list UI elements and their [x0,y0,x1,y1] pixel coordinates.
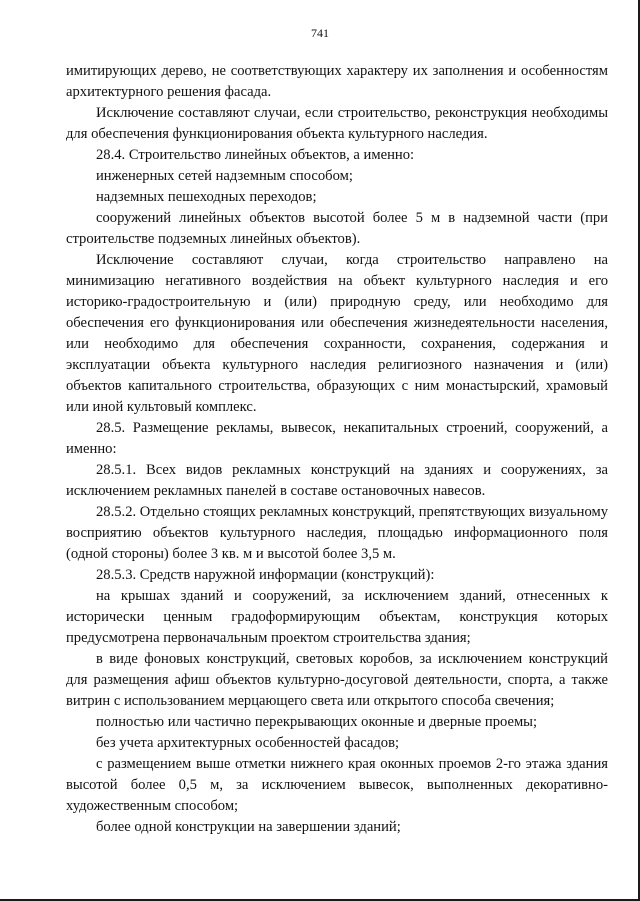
paragraph: инженерных сетей надземным способом; [96,168,353,184]
paragraph: имитирующих дерево, не соответствующих характеру их заполнения и особенностям архитектурного решения фасада. [66,63,608,100]
paragraph: на крышах зданий и сооружений, за исключением зданий, отнесенных к исторически ценным градоформирующим объектам, конструкция которых предусмотрена первоначальным проектом строительства здания; [66,588,608,646]
paragraph: Исключение составляют случаи, если строительство, реконструкция необходимы для обеспечения функционирования объекта культурного наследия. [66,105,608,142]
paragraph: с размещением выше отметки нижнего края оконных проемов 2-го этажа здания высотой более 0,5 м, за исключением вывесок, выполненных декоративно-художественным способом; [66,756,608,814]
paragraph: 28.4. Строительство линейных объектов, а именно: [96,147,415,163]
paragraph: 28.5.3. Средств наружной информации (конструкций): [96,567,435,583]
paragraph: полностью или частично перекрывающих оконные и дверные проемы; [96,714,538,730]
paragraph: надземных пешеходных переходов; [96,189,317,205]
paragraph: 28.5.1. Всех видов рекламных конструкций на зданиях и сооружениях, за исключением рекламных панелей в составе остановочных навесов. [66,462,608,499]
paragraph: Исключение составляют случаи, когда строительство направлено на минимизацию негативного воздействия на объект культурного наследия и его историко-градостроительную и (или) природную среду, или необходимо для обеспечения его функционирования или обеспечения жизнедеятельности населения, или необходимо для обеспечения сохранности, сохранения, содержания и эксплуатации объекта культурного наследия религиозного назначения и (или) объектов капитального строительства, образующих с ним монастырский, храмовый или иной культовый комплекс. [66,252,608,415]
document-body [66,61,608,838]
paragraph: сооружений линейных объектов высотой более 5 м в надземной части (при строительстве подземных линейных объектов). [66,210,608,247]
paragraph: 28.5.2. Отдельно стоящих рекламных конструкций, препятствующих визуальному восприятию объектов культурного наследия, площадью информационного поля (одной стороны) более 3 кв. м и высотой более 3,5 м. [66,504,608,562]
paragraph: без учета архитектурных особенностей фасадов; [96,735,400,751]
paragraph: более одной конструкции на завершении зданий; [96,819,401,835]
paragraph: в виде фоновых конструкций, световых коробов, за исключением конструкций для размещения афиш объектов культурно-досуговой деятельности, спорта, а также витрин с использованием мерцающего света или открытого способа свечения; [66,651,608,709]
paragraph: 28.5. Размещение рекламы, вывесок, некапитальных строений, сооружений, а именно: [66,420,608,457]
page-number: 741 [311,26,329,40]
